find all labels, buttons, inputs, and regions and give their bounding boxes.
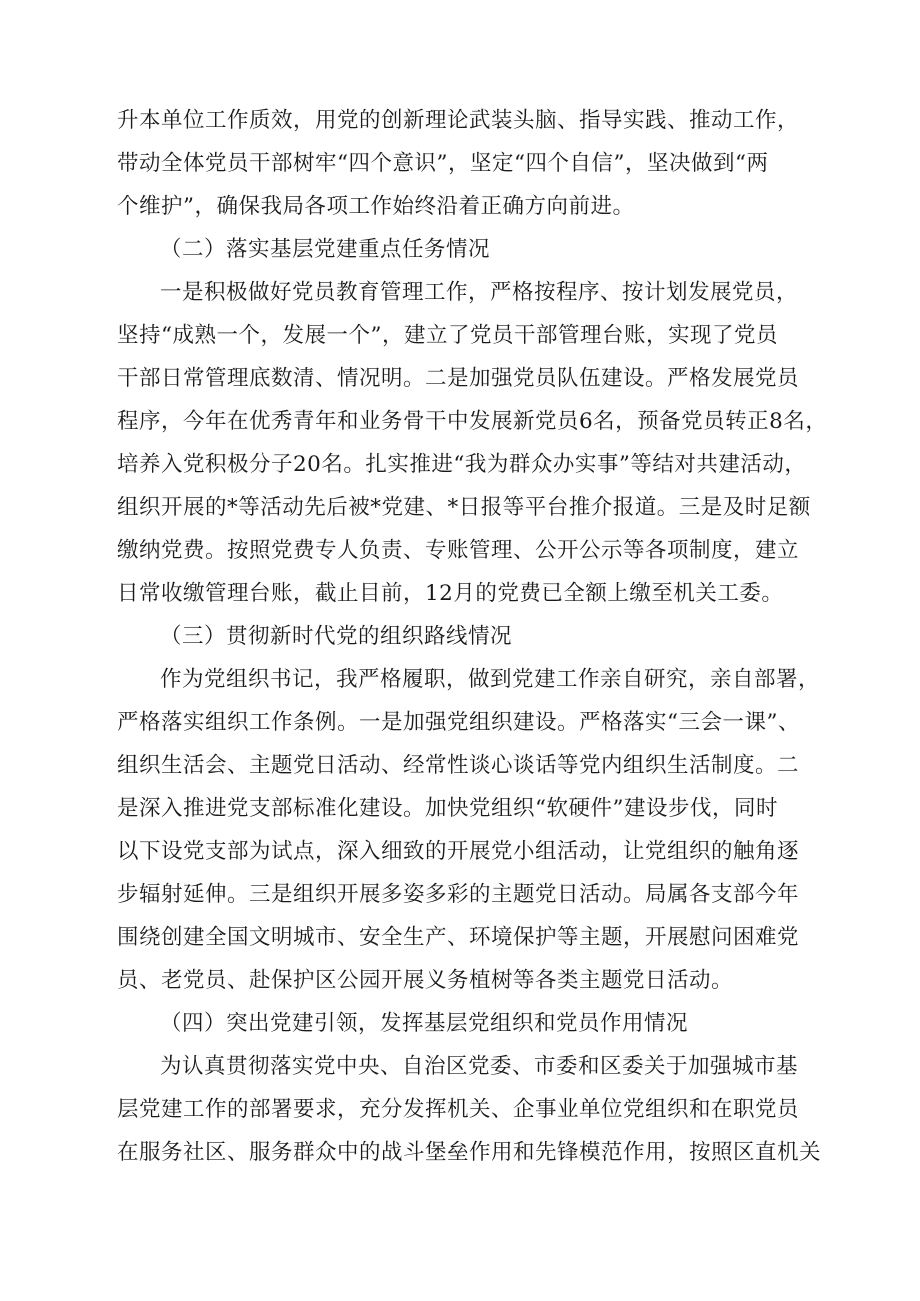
body-text-line: 培养入党积极分子20名。扎实推进“我为群众办实事”等结对共建活动， [117,452,807,477]
section-heading: （四）突出党建引领，发挥基层党组织和党员作用情况 [160,1011,689,1036]
body-text-line: 员、老党员、赴保护区公园开展义务植树等各类主题党日活动。 [117,968,734,993]
body-text-line: 坚持“成熟一个，发展一个”，建立了党员干部管理台账，实现了党员 [117,323,778,348]
body-text-line: 组织生活会、主题党日活动、经常性谈心谈话等党内组织生活制度。二 [117,753,800,778]
body-text-line: 日常收缴管理台账，截止目前，12月的党费已全额上缴至机关工委。 [117,581,784,606]
body-text-line: 以下设党支部为试点，深入细致的开展党小组活动，让党组织的触角逐 [117,839,800,864]
body-text-line: 程序，今年在优秀青年和业务骨干中发展新党员6名，预备党员转正8名， [117,409,828,434]
body-text-line: 作为党组织书记，我严格履职，做到党建工作亲自研究，亲自部署， [160,667,821,692]
body-text-line: 升本单位工作质效，用党的创新理论武装头脑、指导实践、推动工作， [117,108,800,133]
body-text-line: 围绕创建全国文明城市、安全生产、环境保护等主题，开展慰问困难党 [117,925,800,950]
body-text-line: 为认真贯彻落实党中央、自治区党委、市委和区委关于加强城市基 [160,1054,799,1079]
body-text-line: 严格落实组织工作条例。一是加强党组织建设。严格落实“三会一课”、 [117,710,800,735]
body-text-line: 缴纳党费。按照党费专人负责、专账管理、公开公示等各项制度，建立 [117,538,800,563]
body-text-line: 一是积极做好党员教育管理工作，严格按程序、按计划发展党员， [160,280,799,305]
body-text-line: 步辐射延伸。三是组织开展多姿多彩的主题党日活动。局属各支部今年 [117,882,800,907]
body-text-line: 组织开展的*等活动先后被*党建、*日报等平台推介报道。三是及时足额 [117,495,811,520]
body-text-line: 在服务社区、服务群众中的战斗堡垒作用和先锋模范作用，按照区直机关 [117,1140,822,1165]
body-text-line: 个维护”，确保我局各项工作始终沿着正确方向前进。 [117,194,635,219]
section-heading: （三）贯彻新时代党的组织路线情况 [160,624,513,649]
body-text-line: 是深入推进党支部标准化建设。加快党组织“软硬件”建设步伐，同时 [117,796,778,821]
body-text-line: 带动全体党员干部树牢“四个意识”，坚定“四个自信”，坚决做到“两 [117,151,769,176]
section-heading: （二）落实基层党建重点任务情况 [160,237,491,262]
body-text-line: 层党建工作的部署要求，充分发挥机关、企事业单位党组织和在职党员 [117,1097,800,1122]
body-text-line: 干部日常管理底数清、情况明。二是加强党员队伍建设。严格发展党员 [117,366,800,391]
